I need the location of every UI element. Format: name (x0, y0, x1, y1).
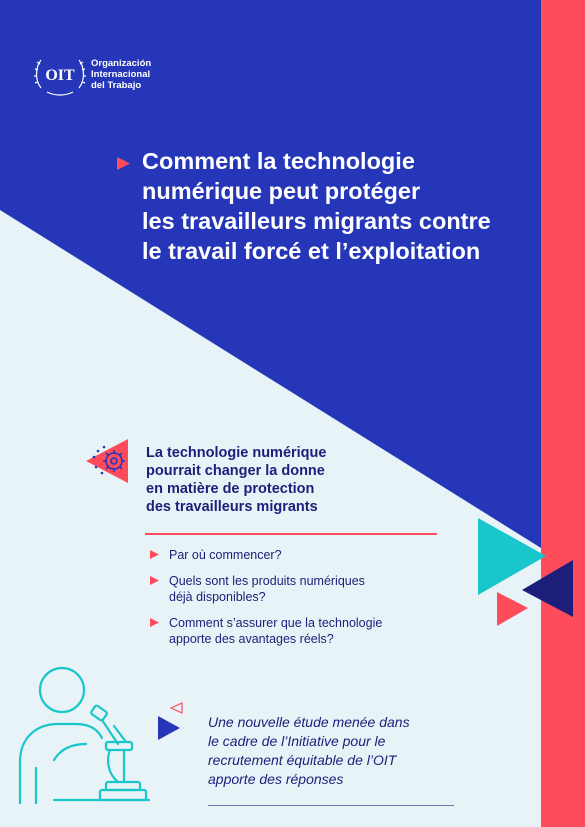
triangle-right-icon (117, 157, 130, 170)
triangle-right-icon (150, 550, 159, 559)
gear-network-icon (84, 437, 132, 485)
triangle-right-icon (150, 576, 159, 585)
question-list (146, 547, 382, 657)
study-note: Une nouvelle étude menée dans le cadre de l’Initiative pour le recrutement équitable de l’OIT apporte des réponses (208, 714, 410, 787)
ilo-logo-icon (33, 52, 87, 96)
section-heading: La technologie numérique pourrait changer la donne en matière de protection des travailleurs migrants (146, 445, 327, 515)
red-side-stripe (541, 0, 585, 827)
researcher-microscope-icon (14, 664, 150, 804)
section-divider (145, 533, 437, 535)
list-item: Quels sont les produits numériques déjà disponibles? (146, 573, 382, 605)
svg-text:OIT: OIT (45, 67, 75, 84)
note-divider (208, 805, 454, 806)
triangle-right-icon (150, 618, 159, 627)
ilo-logo (33, 52, 151, 96)
page-title: Comment la technologie numérique peut protéger les travailleurs migrants contre le travail forcé et l’exploitation (142, 148, 491, 264)
list-item: Par où commencer? (146, 547, 382, 563)
organization-name: Organización Internacional del Trabajo (91, 57, 152, 91)
triangle-arrow-icon (158, 700, 186, 740)
list-item: Comment s’assurer que la technologie apporte des avantages réels? (146, 615, 382, 647)
